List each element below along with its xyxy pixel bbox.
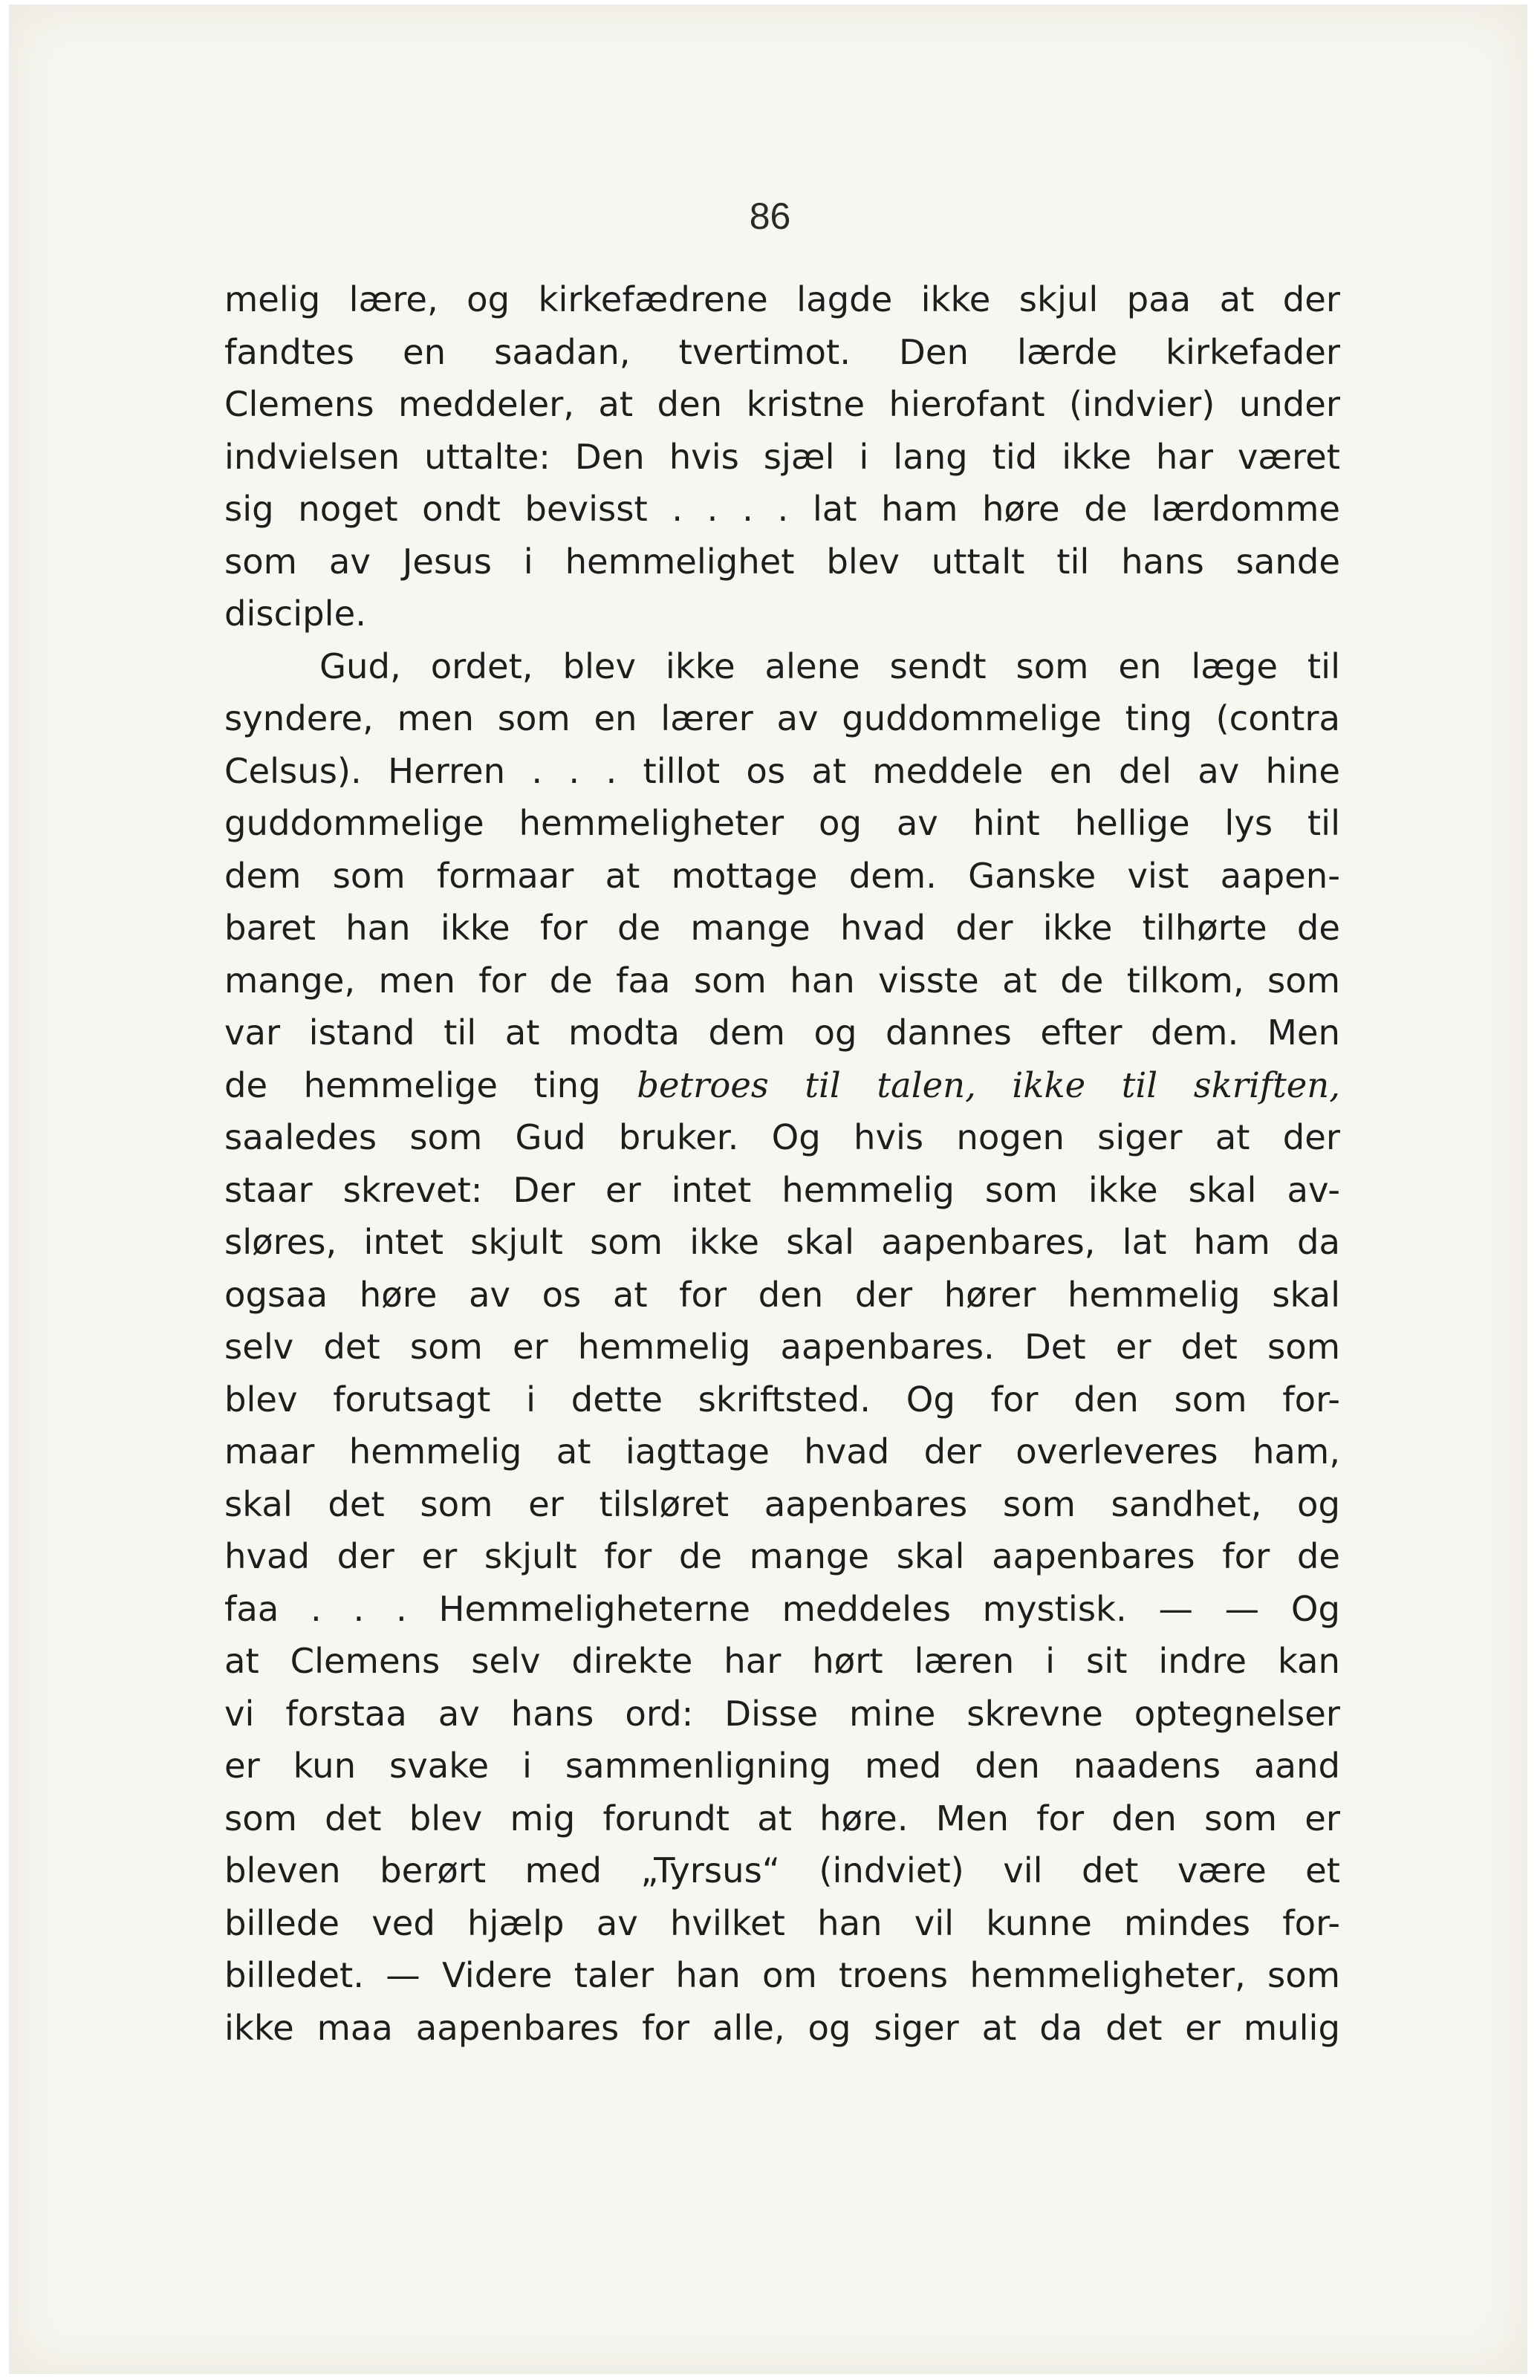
text-line: fandtes en saadan, tvertimot. Den lærde kirkefader	[224, 331, 1340, 372]
text-line: ikke maa aapenbares for alle, og siger at da det er mulig	[224, 2007, 1340, 2048]
text-line: indvielsen uttalte: Den hvis sjæl i lang tid ikke har været	[224, 436, 1340, 477]
text-line: er kun svake i sammenligning med den naadens aand	[224, 1746, 1340, 1786]
page-number: 86	[749, 195, 791, 237]
text-line: var istand til at modta dem og dannes efter dem. Men	[224, 1012, 1340, 1053]
text-line: disciple.	[224, 594, 366, 634]
text-line: hvad der er skjult for de mange skal aapenbares for de	[224, 1536, 1340, 1576]
text-line: som av Jesus i hemmelighet blev uttalt til hans sande	[224, 541, 1340, 582]
text-line: dem som formaar at mottage dem. Ganske vist aapen-	[224, 855, 1340, 896]
text-line: Gud, ordet, blev ikke alene sendt som en læge til	[319, 646, 1340, 686]
body-text	[224, 273, 1340, 2054]
text-line: ogsaa høre av os at for den der hører hemmelig skal	[224, 1274, 1340, 1315]
text-line: maar hemmelig at iagttage hvad der overleveres ham,	[224, 1431, 1340, 1472]
text-line: melig lære, og kirkefædrene lagde ikke skjul paa at der	[224, 279, 1340, 319]
text-line: billedet. — Videre taler han om troens hemmeligheter, som	[224, 1955, 1340, 1995]
paragraph-1	[224, 273, 1340, 640]
text-line: skal det som er tilsløret aapenbares som sandhet, og	[224, 1483, 1340, 1524]
text-line: sløres, intet skjult som ikke skal aapenbares, lat ham da	[224, 1222, 1340, 1262]
text-line: sig noget ondt bevisst . . . . lat ham høre de lærdomme	[224, 489, 1340, 529]
text-line: som det blev mig forundt at høre. Men for den som er	[224, 1798, 1340, 1838]
text-line: staar skrevet: Der er intet hemmelig som ikke skal av-	[224, 1169, 1340, 1210]
text-line: blev forutsagt i dette skriftsted. Og for den som for-	[224, 1379, 1340, 1420]
text-line: Celsus). Herren . . . tillot os at meddele en del av hine	[224, 750, 1340, 791]
text-line: Clemens meddeler, at den kristne hierofant (indvier) under	[224, 384, 1340, 424]
text-line: at Clemens selv direkte har hørt læren i sit indre kan	[224, 1641, 1340, 1681]
text-line: bleven berørt med „Tyrsus“ (indviet) vil det være et	[224, 1850, 1340, 1890]
text-line: faa . . . Hemmeligheterne meddeles mystisk. — — Og	[224, 1588, 1340, 1629]
italic-phrase: betroes til talen, ikke til skriften,	[637, 1064, 1340, 1105]
paragraph-2	[224, 640, 1340, 2055]
text-line: guddommelige hemmeligheter og av hint hellige lys til	[224, 803, 1340, 843]
text-line: syndere, men som en lærer av guddommelige ting (contra	[224, 698, 1340, 738]
text-line: baret han ikke for de mange hvad der ikke tilhørte de	[224, 908, 1340, 948]
text-line: saaledes som Gud bruker. Og hvis nogen siger at der	[224, 1117, 1340, 1157]
text-span: de hemmelige ting	[224, 1064, 637, 1105]
text-line-with-italic	[224, 1059, 1340, 1112]
text-line: billede ved hjælp av hvilket han vil kunne mindes for-	[224, 1902, 1340, 1943]
text-line: selv det som er hemmelig aapenbares. Det er det som	[224, 1327, 1340, 1367]
text-line: mange, men for de faa som han visste at de tilkom, som	[224, 960, 1340, 1001]
text-line: vi forstaa av hans ord: Disse mine skrevne optegnelser	[224, 1693, 1340, 1734]
